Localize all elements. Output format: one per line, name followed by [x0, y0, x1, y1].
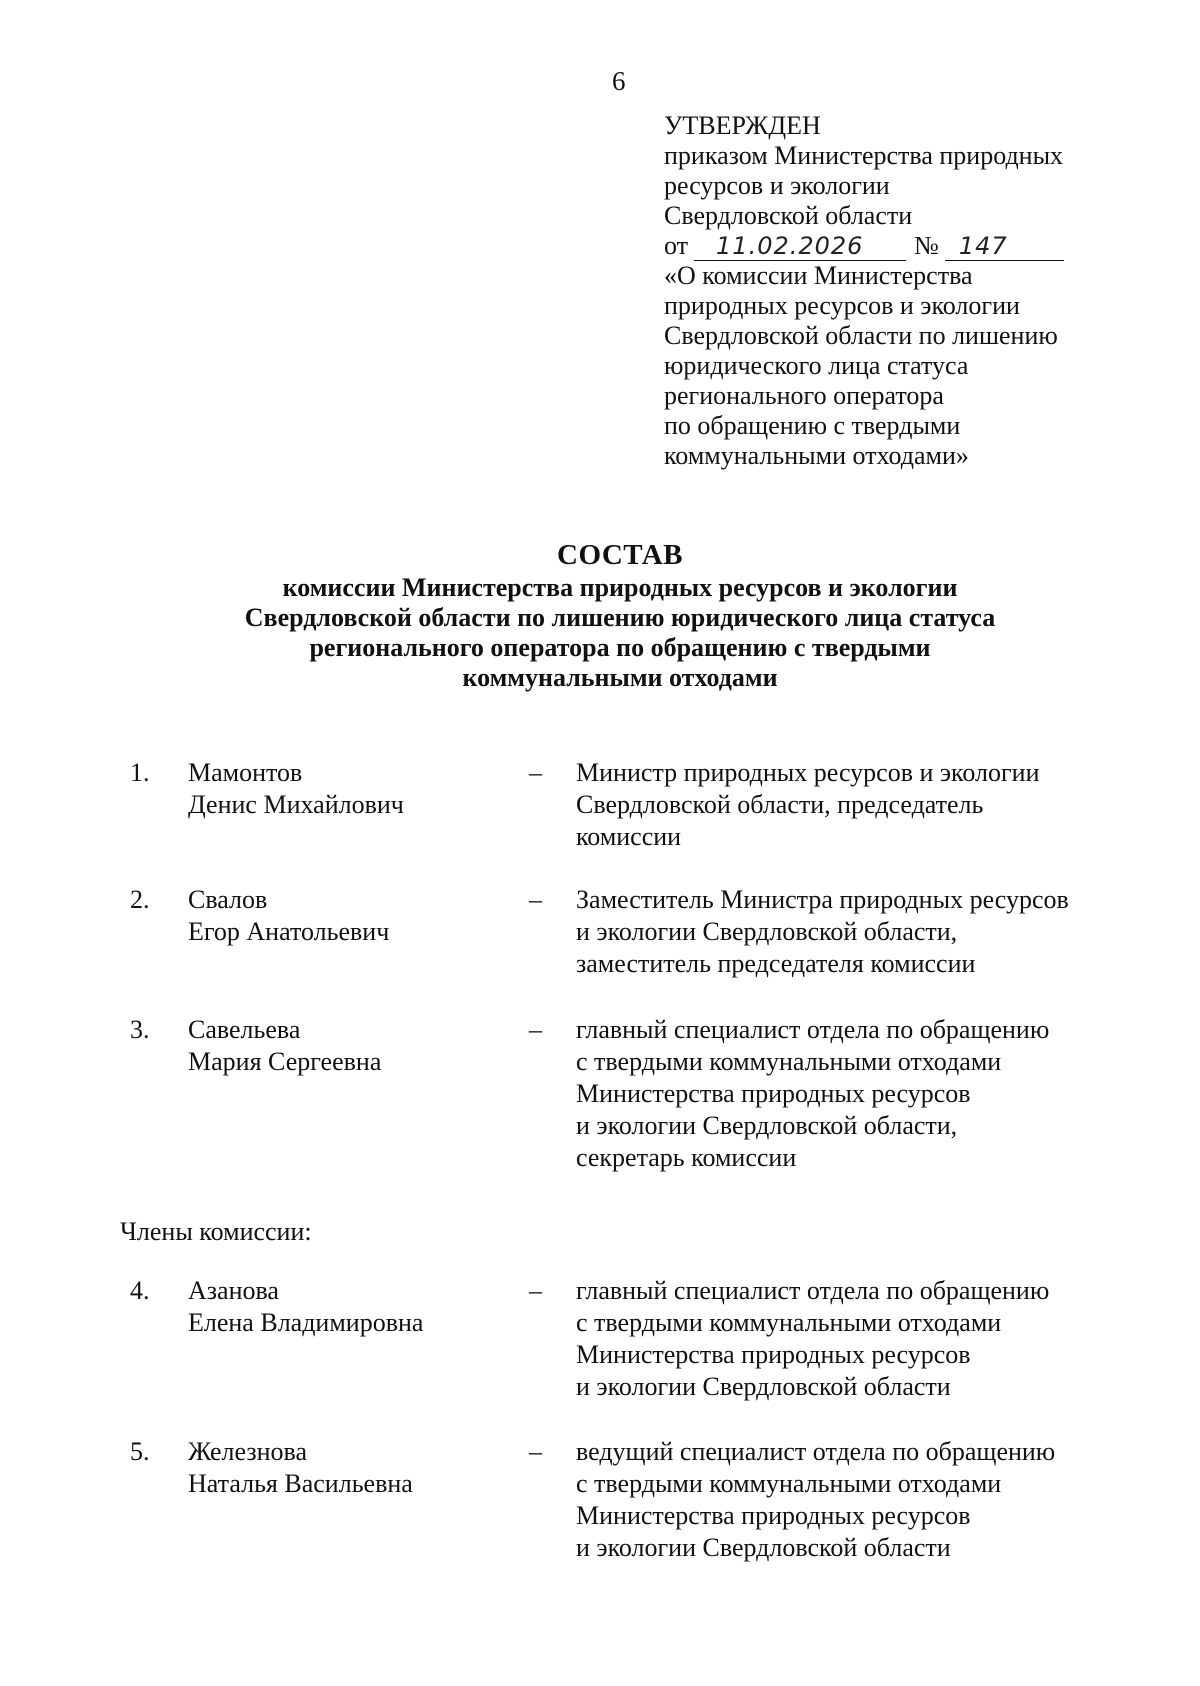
member-name	[188, 757, 488, 821]
member-surname: Мамонтов	[188, 758, 303, 787]
member-role-line: Министерства природных ресурсов	[576, 1079, 971, 1108]
title-sub-line: комиссии Министерства природных ресурсов и экологии	[282, 573, 958, 602]
member-name	[188, 1275, 488, 1339]
member-surname: Савельева	[188, 1015, 301, 1044]
approval-subject-line: природных ресурсов и экологии	[664, 291, 1020, 320]
member-role	[576, 1436, 1136, 1564]
member-role-line: Министр природных ресурсов и экологии	[576, 758, 1040, 787]
member-role-line: и экологии Свердловской области,	[576, 917, 958, 946]
number-prefix: №	[914, 231, 939, 260]
member-role-line: Министерства природных ресурсов	[576, 1340, 971, 1369]
member-given-names: Наталья Васильевна	[188, 1469, 413, 1498]
member-surname: Свалов	[188, 885, 268, 914]
approval-subject-line: юридического лица статуса	[664, 351, 969, 380]
handwritten-date: 11.02.2026	[694, 233, 906, 261]
member-number: 3.	[130, 1015, 150, 1044]
approval-subject-line: по обращению с твердыми	[664, 411, 961, 440]
member-role-line: комиссии	[576, 822, 682, 851]
handwritten-number: 147	[945, 233, 1064, 261]
page-number: 6	[612, 66, 626, 96]
member-role-line: с твердыми коммунальными отходами	[576, 1469, 1002, 1498]
member-dash: –	[529, 1437, 542, 1466]
member-given-names: Денис Михайлович	[188, 790, 404, 819]
member-number: 1.	[130, 758, 150, 787]
approval-line: Свердловской области	[664, 201, 913, 230]
approval-subject-line: коммунальными отходами»	[664, 441, 969, 470]
approval-subject-line: регионального оператора	[664, 381, 944, 410]
member-given-names: Елена Владимировна	[188, 1308, 424, 1337]
approval-line: ресурсов и экологии	[664, 171, 890, 200]
member-role	[576, 757, 1136, 853]
members-label: Члены комиссии:	[120, 1217, 312, 1246]
member-surname: Азанова	[188, 1276, 279, 1305]
title-sub-line: коммунальными отходами	[462, 663, 778, 692]
member-role-line: с твердыми коммунальными отходами	[576, 1047, 1002, 1076]
member-role-line: и экологии Свердловской области,	[576, 1111, 958, 1140]
member-role-line: Министерства природных ресурсов	[576, 1501, 971, 1530]
member-name	[188, 1436, 488, 1500]
member-dash: –	[529, 1276, 542, 1305]
title-sub-line: регионального оператора по обращению с твердыми	[309, 633, 931, 662]
member-role-line: и экологии Свердловской области	[576, 1372, 951, 1401]
member-dash: –	[529, 1015, 542, 1044]
member-given-names: Мария Сергеевна	[188, 1047, 382, 1076]
approval-line: приказом Министерства природных	[664, 141, 1064, 170]
member-role-line: Заместитель Министра природных ресурсов	[576, 885, 1069, 914]
member-role-line: главный специалист отдела по обращению	[576, 1015, 1050, 1044]
member-dash: –	[529, 758, 542, 787]
approval-subject-line: Свердловской области по лишению	[664, 321, 1058, 350]
member-role-line: заместитель председателя комиссии	[576, 949, 976, 978]
member-role-line: главный специалист отдела по обращению	[576, 1276, 1050, 1305]
member-role	[576, 1014, 1136, 1174]
document-title	[0, 537, 1200, 693]
member-role-line: секретарь комиссии	[576, 1143, 797, 1172]
member-role-line: Свердловской области, председатель	[576, 790, 984, 819]
member-surname: Железнова	[188, 1437, 308, 1466]
member-role-line: и экологии Свердловской области	[576, 1533, 951, 1562]
member-dash: –	[529, 885, 542, 914]
member-role-line: с твердыми коммунальными отходами	[576, 1308, 1002, 1337]
member-given-names: Егор Анатольевич	[188, 917, 390, 946]
approval-heading: УТВЕРЖДЕН	[664, 111, 821, 140]
member-number: 5.	[130, 1437, 150, 1466]
date-prefix: от	[664, 231, 689, 260]
member-name	[188, 884, 488, 948]
title-main: СОСТАВ	[557, 539, 683, 571]
title-sub-line: Свердловской области по лишению юридического лица статуса	[244, 603, 996, 632]
member-role	[576, 1275, 1136, 1403]
approval-subject-line: «О комиссии Министерства	[664, 261, 973, 290]
member-role-line: ведущий специалист отдела по обращению	[576, 1437, 1056, 1466]
approval-block	[664, 111, 1124, 471]
member-role	[576, 884, 1136, 980]
member-number: 4.	[130, 1276, 150, 1305]
member-name	[188, 1014, 488, 1078]
approval-date-number-line	[664, 231, 1124, 261]
member-number: 2.	[130, 885, 150, 914]
